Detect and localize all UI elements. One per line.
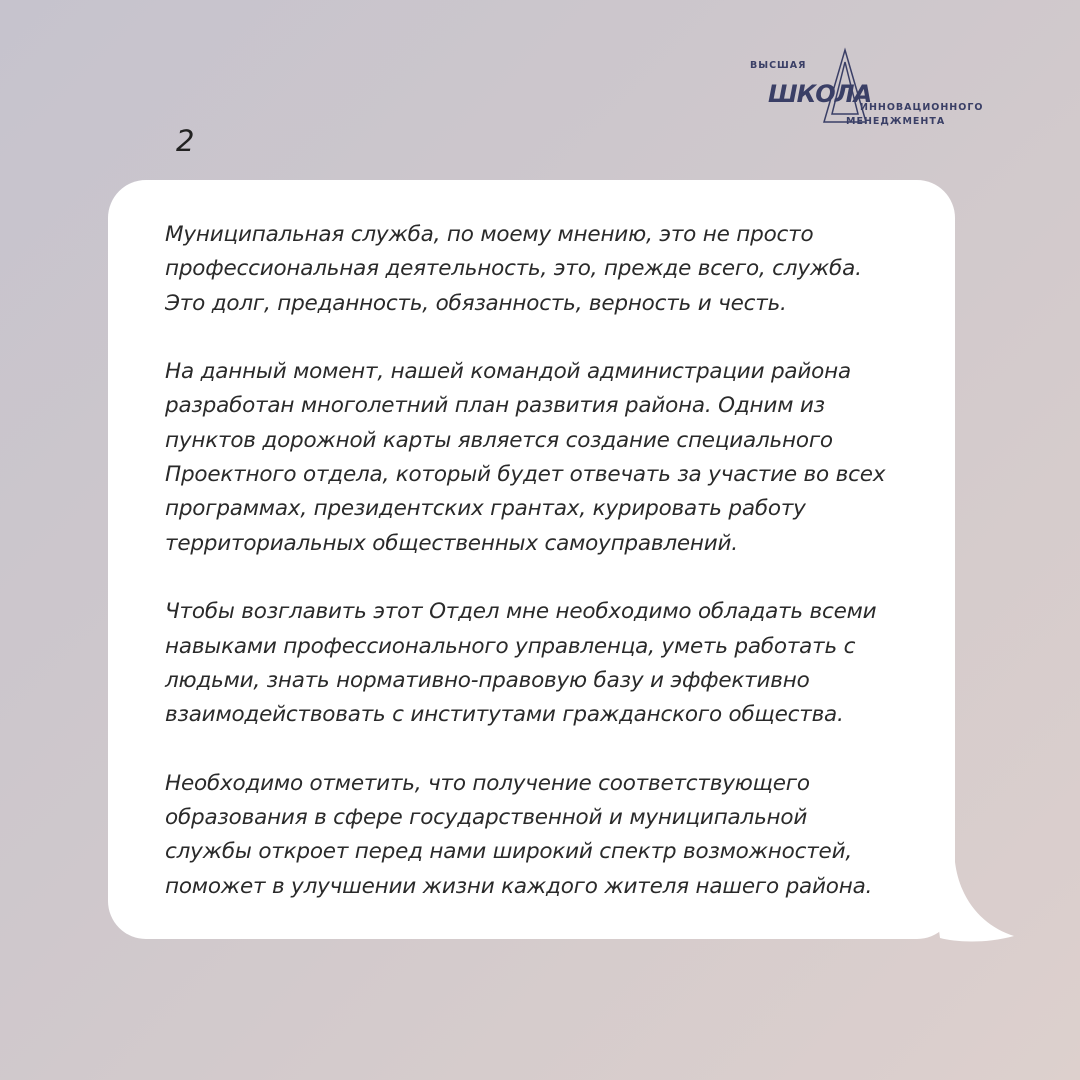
paragraph	[165, 595, 935, 732]
quote-text	[165, 218, 935, 904]
logo-word-top: ВЫСШАЯ	[750, 60, 807, 71]
logo-word-script: ШКОЛА	[768, 80, 872, 108]
text-line: программах, президентских грантах, курировать работу	[165, 496, 806, 522]
text-line: поможет в улучшении жизни каждого жителя нашего района.	[165, 873, 873, 899]
text-line: навыками профессионального управленца, уметь работать с	[165, 633, 856, 659]
text-line: Необходимо отметить, что получение соответствующего	[165, 770, 810, 796]
text-line: взаимодействовать с институтами гражданского общества.	[165, 702, 844, 728]
paragraph	[165, 355, 935, 561]
school-logo	[746, 44, 986, 134]
text-line: Это долг, преданность, обязанность, верность и честь.	[165, 290, 787, 316]
text-line: На данный момент, нашей командой администрации района	[165, 359, 851, 385]
paragraph	[165, 767, 935, 904]
text-line: Чтобы возглавить этот Отдел мне необходимо обладать всеми	[165, 599, 877, 625]
text-line: территориальных общественных самоуправлений.	[165, 530, 738, 556]
text-line: Муниципальная служба, по моему мнению, это не просто	[165, 222, 814, 247]
text-line: пунктов дорожной карты является создание специального	[165, 427, 833, 453]
school-logo-mark	[746, 44, 986, 134]
logo-word-line2: ИННОВАЦИОННОГО	[860, 102, 984, 113]
speech-bubble-tail	[930, 862, 1020, 942]
text-line: людьми, знать нормативно-правовую базу и эффективно	[165, 667, 810, 693]
text-line: Проектного отдела, который будет отвечать за участие во всех	[165, 462, 886, 488]
text-line: разработан многолетний план развития района. Одним из	[165, 393, 825, 419]
paragraph	[165, 218, 935, 321]
logo-word-line3: МЕНЕДЖМЕНТА	[846, 116, 946, 127]
text-line: профессиональная деятельность, это, прежде всего, служба.	[165, 256, 862, 282]
text-line: службы откроет перед нами широкий спектр возможностей,	[165, 839, 852, 865]
page-number: 2	[176, 124, 195, 158]
text-line: образования в сфере государственной и муниципальной	[165, 805, 808, 831]
